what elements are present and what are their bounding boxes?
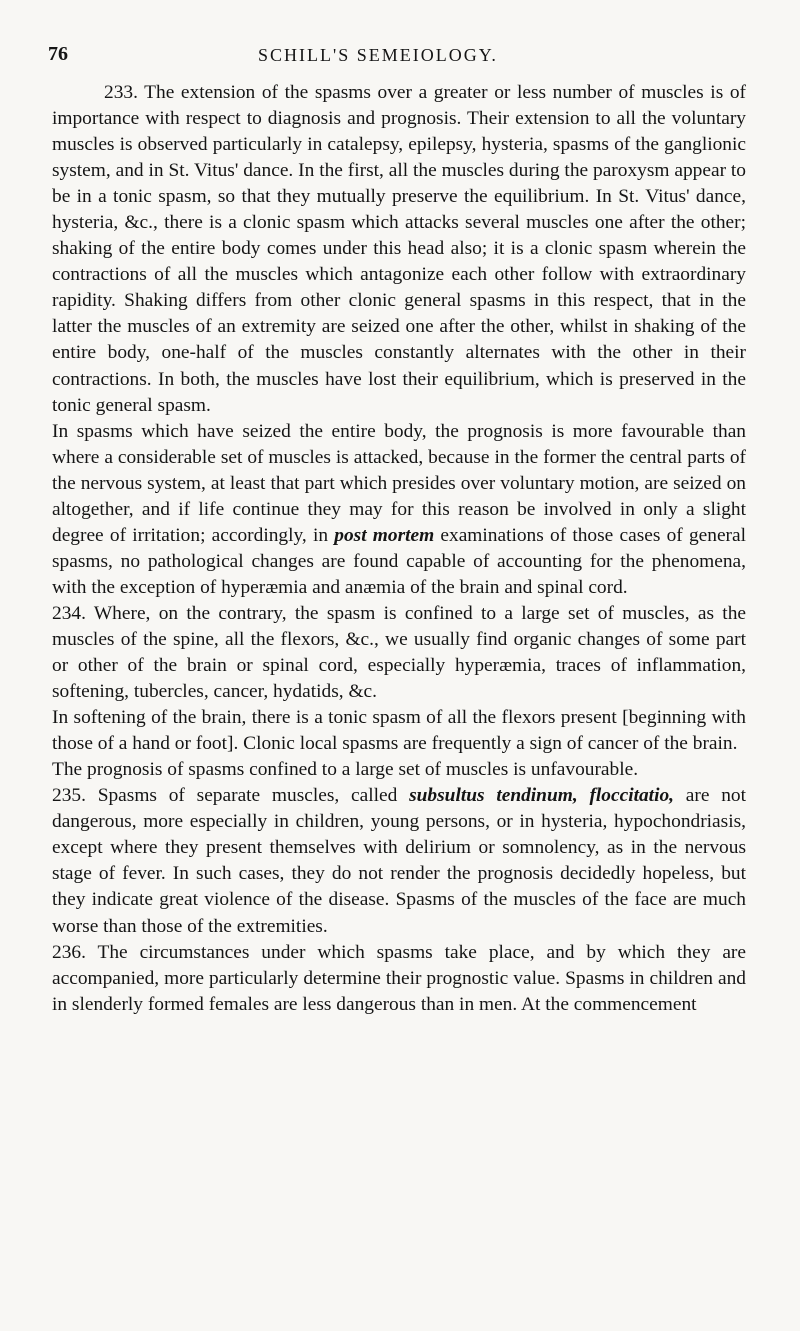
paragraph-234-softening xyxy=(52,705,746,757)
paragraph-text: 233. The extension of the spasms over a greater or less number of muscles is of importance with respect to diagnosis and prognosis. Their extension to all the voluntary muscles is observed particularly in catalepsy, epilepsy, hysteria, spasms of the ganglionic system, and in St. Vitus' dance. In the first, all the muscles during the paroxysm appear to be in a tonic spasm, so that they mutually preserve the equilibrium. In St. Vitus' dance, hysteria, &c., there is a clonic spasm which attacks several muscles one after the other; shaking of the entire body comes under this head also; it is a clonic spasm wherein the contractions of all the muscles which antagonize each other follow with extraordinary rapidity. Shaking differs from other clonic general spasms in this respect, that in the latter the muscles of an extremity are seized one after the other, whilst in shaking of the entire body, one-half of the muscles constantly alternates with the other in their contractions. In both, the muscles have lost their equilibrium, which is preserved in the tonic general spasm. xyxy=(52,82,746,416)
running-title: SCHILL'S SEMEIOLOGY. xyxy=(258,45,498,65)
running-head xyxy=(48,43,748,73)
paragraph-235 xyxy=(52,783,746,939)
paragraph-233-continued xyxy=(52,419,746,601)
italic-term: post mortem xyxy=(334,524,435,546)
paragraph-text: The prognosis of spasms confined to a large set of muscles is unfavourable. xyxy=(52,759,639,781)
paragraph-text: examinations of those cases of general spasms, no pathological changes are found capable of accounting for the phenomena, with the exception of hyperæmia and anæmia of the brain and spinal cord. xyxy=(52,524,746,598)
paragraph-text: are not dangerous, more especially in children, young persons, or in hysteria, hypochondriasis, except where they present themselves with delirium or somnolency, as in the nervous stage of fever. In such cases, they do not render the prognosis decidedly hopeless, but they indicate great violence of the disease. Spasms of the muscles of the face are much worse than those of the extremities. xyxy=(52,785,746,937)
paragraph-text: 234. Where, on the contrary, the spasm is confined to a large set of muscles, as the muscles of the spine, all the flexors, &c., we usually find organic changes of some part or other of the brain or spinal cord, especially hyperæmia, traces of inflammation, softening, tubercles, cancer, hydatids, &c. xyxy=(52,602,746,703)
paragraph-236 xyxy=(52,940,746,1018)
paragraph-234-prognosis xyxy=(52,757,746,783)
paragraph-234 xyxy=(52,601,746,705)
paragraph-text: 235. Spasms of separate muscles, called xyxy=(52,785,410,807)
italic-term: subsultus tendinum, floccitatio, xyxy=(409,785,674,807)
paragraph-text: In spasms which have seized the entire body, the prognosis is more favourable than where a considerable set of muscles is attacked, because in the former the central parts of the nervous system, at least that part which presides over voluntary motion, are seized on altogether, and if life continue they may for this reason be involved in only a slight degree of irritation; accordingly, in xyxy=(52,420,746,546)
page-number: 76 xyxy=(48,43,68,65)
paragraph-233 xyxy=(52,80,746,419)
paragraph-text: In softening of the brain, there is a tonic spasm of all the flexors present [beginning with those of a hand or foot]. Clonic local spasms are frequently a sign of cancer of the brain. xyxy=(52,707,746,755)
body-text xyxy=(52,80,746,1018)
paragraph-text: 236. The circumstances under which spasms take place, and by which they are accompanied, more particularly determine their prognostic value. Spasms in children and in slenderly formed females are less dangerous than in men. At the commencement xyxy=(52,941,746,1015)
